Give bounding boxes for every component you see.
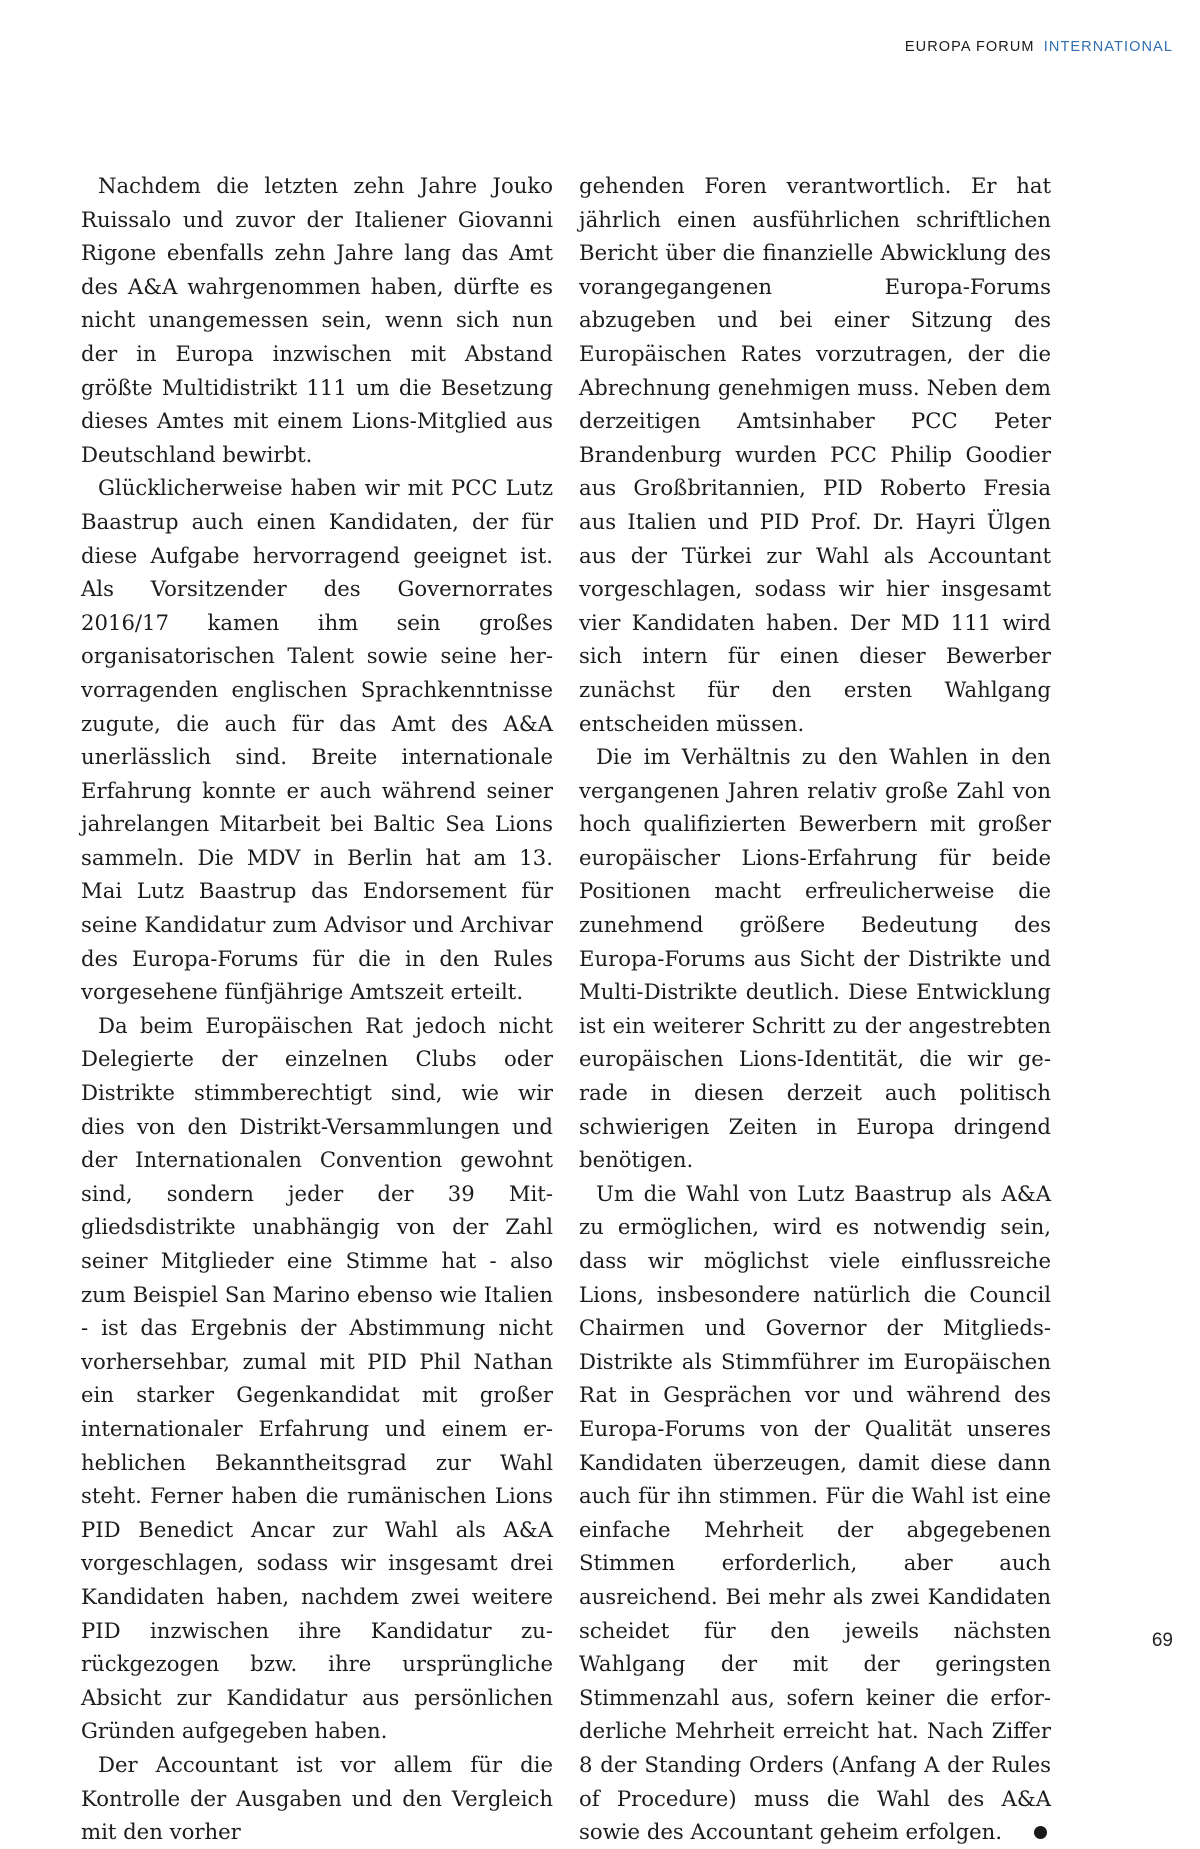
paragraph: Glücklicherweise haben wir mit PCC Lutz Baastrup auch einen Kandidaten, der für diese Aufgabe hervorragend geeignet ist. Als Vorsitzender des Governorrates 2016/17 kamen ihm sein großes organisatorischen Talent sowie seine hervorragenden englischen Sprachkenntnisse zugute, die auch für das Amt des A&A unerlässlich sind. Breite internationale Erfahrung konnte er auch während seiner jahrelangen Mitarbeit bei Baltic Sea Lions sammeln. Die MDV in Berlin hat am 13. Mai Lutz Baastrup das Endorsement für seine Kandidatur zum Advisor und Archivar des Europa-Forums für die in den Rules vorgesehene fünfjährige Amtszeit erteilt. xyxy=(81,475,553,1005)
page-number: 69 xyxy=(1151,1630,1173,1651)
header-section: EUROPA FORUM xyxy=(904,39,1035,55)
article-column-left xyxy=(81,169,553,1849)
paragraph: Da beim Europäischen Rat jedoch nicht Delegierte der einzelnen Clubs oder Distrikte stimmberechtigt sind, wie wir dies von den Distrikt-Versammlungen und der Internationalen Convention gewohnt sind, sondern jeder der 39 Mitgliedsdistrikte unabhängig von der Zahl seiner Mitglieder eine Stimme hat - also zum Beispiel San Marino ebenso wie Italien - ist das Ergebnis der Abstimmung nicht vorhersehbar, zumal mit PID Phil Nathan ein starker Gegenkandidat mit großer internationaler Erfahrung und einem erheblichen Bekanntheitsgrad zur Wahl steht. Ferner haben die rumänischen Lions PID Benedict Ancar zur Wahl als A&A vorgeschlagen, sodass wir insgesamt drei Kandidaten haben, nachdem zwei weitere PID inzwischen ihre Kandidatur zurückgezogen bzw. ihre ursprüngliche Absicht zur Kandidatur aus persönlichen Gründen aufgegeben haben. xyxy=(81,1012,553,1744)
paragraph: Nachdem die letzten zehn Jahre Jouko Ruissalo und zuvor der Italiener Giovanni Rigone ebenfalls zehn Jahre lang das Amt des A&A wahrgenommen haben, dürfte es nicht unangemessen sein, wenn sich nun der in Europa inzwischen mit Abstand größte Multidistrikt 111 um die Besetzung dieses Amtes mit einem Lions-Mitglied aus Deutschland bewirbt. xyxy=(81,173,553,467)
lions-end-mark-icon: L xyxy=(1034,1826,1047,1839)
article-column-right xyxy=(579,169,1057,1849)
header-subsection: INTERNATIONAL xyxy=(1043,39,1173,55)
paragraph: Der Accountant ist vor allem für die Kontrolle der Ausgaben und den Vergleich mit den vorher xyxy=(81,1751,553,1845)
paragraph: Die im Verhältnis zu den Wahlen in den vergangenen Jahren relativ große Zahl von hoch qualifizierten Bewerbern mit großer europäischer Lions-Erfahrung für beide Positionen macht erfreulicherweise die zunehmend größere Bedeutung des Europa-Forums aus Sicht der Distrikte und Multi-Distrikte deutlich. Diese Entwicklung ist ein weiterer Schritt zu der angestrebten europäischen Lions-Identität, die wir gerade in diesen derzeit auch politisch schwierigen Zeiten in Europa dringend benötigen. xyxy=(579,744,1051,1173)
running-header xyxy=(905,39,1173,55)
paragraph-last xyxy=(579,1177,1057,1849)
paragraph: gehenden Foren verantwortlich. Er hat jährlich einen ausführlichen schriftlichen Bericht über die finanzielle Abwicklung des vorangegangenen Europa-Forums abzugeben und bei einer Sitzung des Europäischen Rates vorzutragen, der die Abrechnung genehmigen muss. Neben dem derzeitigen Amtsinhaber PCC Peter Brandenburg wurden PCC Philip Goodier aus Großbritannien, PID Roberto Fresia aus Italien und PID Prof. Dr. Hayri Ülgen aus der Türkei zur Wahl als Accountant vorgeschlagen, sodass wir hier insgesamt vier Kandidaten haben. Der MD 111 wird sich intern für einen dieser Bewerber zunächst für den ersten Wahlgang entscheiden müssen. xyxy=(579,173,1051,736)
paragraph-text: Um die Wahl von Lutz Baastrup als A&A zu ermöglichen, wird es notwendig sein, dass wir möglichst viele einflussreiche Lions, insbesondere natürlich die Council Chairmen und Governor der Mitglieds-Distrikte als Stimmführer im Europäischen Rat in Gesprächen vor und während des Europa-Forums von der Qualität unseres Kandidaten überzeugen, damit diese dann auch für ihn stimmen. Für die Wahl ist eine einfache Mehrheit der abgegebenen Stimmen erforderlich, aber auch ausreichend. Bei mehr als zwei Kandidaten scheidet für den jeweils nächsten Wahlgang der mit der geringsten Stimmenzahl aus, sofern keiner die erforderliche Mehrheit erreicht hat. Nach Ziffer 8 der Standing Orders (Anfang A der Rules of Procedure) muss die Wahl des A&A sowie des Accountant geheim erfolgen. xyxy=(579,1180,1051,1845)
